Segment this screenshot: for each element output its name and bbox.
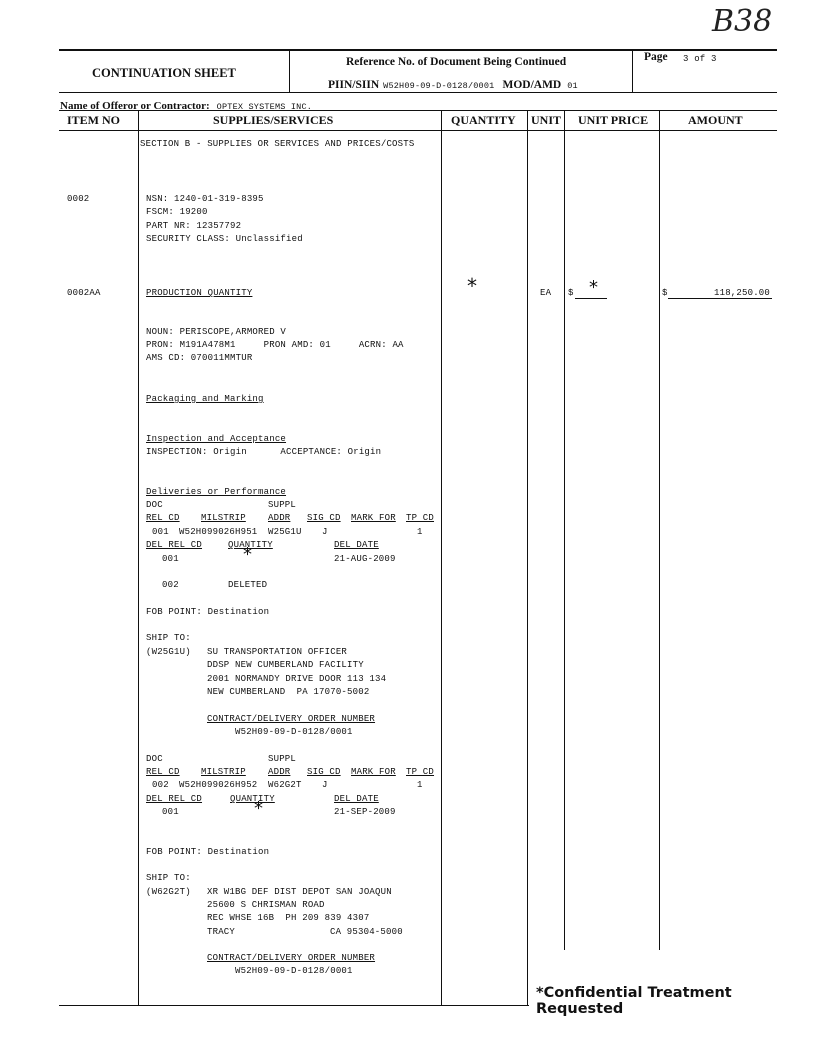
sched2-addr4-city: TRACY bbox=[207, 927, 236, 937]
inspection-heading: Inspection and Acceptance bbox=[146, 434, 287, 444]
sheet-title: CONTINUATION SHEET bbox=[92, 66, 236, 80]
sched2-addr1: XR W1BG DEF DIST DEPOT SAN JOAQUN bbox=[207, 887, 392, 897]
sched1-row-rel: 001 bbox=[152, 527, 169, 537]
sched2-ship-to: SHIP TO: bbox=[146, 873, 191, 883]
col-quantity: QUANTITY bbox=[451, 113, 516, 127]
sched1-quantity: QUANTITY bbox=[228, 540, 273, 550]
sched1-mark-for: MARK FOR bbox=[351, 513, 396, 523]
sched2-contract-no: W52H09-09-D-0128/0001 bbox=[235, 966, 353, 976]
sched1-addr4: NEW CUMBERLAND PA 17070-5002 bbox=[207, 687, 370, 697]
sched2-milstrip: MILSTRIP bbox=[201, 767, 246, 777]
deliveries-heading: Deliveries or Performance bbox=[146, 487, 287, 497]
piin-label: PIIN/SIIN bbox=[328, 79, 380, 91]
inspection-line: INSPECTION: Origin ACCEPTANCE: Origin bbox=[146, 447, 382, 457]
item-0002-part: PART NR: 12357792 bbox=[146, 221, 242, 231]
sched2-addr: ADDR bbox=[268, 767, 291, 777]
sched1-rel-cd: REL CD bbox=[146, 513, 180, 523]
col-rule-2 bbox=[441, 110, 442, 1005]
packaging-heading: Packaging and Marking bbox=[146, 394, 264, 404]
sched1-suppl: SUPPL bbox=[268, 500, 297, 510]
sched2-doc: DOC bbox=[146, 754, 163, 764]
piin-value: W52H09-09-D-0128/0001 bbox=[383, 81, 495, 91]
sched2-suppl: SUPPL bbox=[268, 754, 297, 764]
sched2-date: 21-SEP-2009 bbox=[334, 807, 396, 817]
col-rule-4 bbox=[564, 110, 565, 950]
unit-price-prefix: $ bbox=[568, 288, 574, 298]
pron-line: PRON: M191A478M1 PRON AMD: 01 ACRN: AA bbox=[146, 340, 404, 350]
sched1-qty-redaction-mark: * bbox=[243, 544, 252, 565]
sched2-ship-code: (W62G2T) bbox=[146, 887, 191, 897]
reference-label: Reference No. of Document Being Continued bbox=[346, 56, 567, 68]
column-header-top bbox=[59, 110, 777, 111]
modamd-value: 01 bbox=[567, 81, 578, 91]
sched2-fob: FOB POINT: Destination bbox=[146, 847, 270, 857]
sched1-row-addr: W25G1U bbox=[268, 527, 302, 537]
col-amount: AMOUNT bbox=[688, 113, 743, 127]
ams-line: AMS CD: 070011MMTUR bbox=[146, 353, 253, 363]
sched2-rel-cd: REL CD bbox=[146, 767, 180, 777]
sched2-tp-cd: TP CD bbox=[406, 767, 435, 777]
sched2-qty-redaction-mark: * bbox=[254, 798, 263, 819]
sched1-contract-label: CONTRACT/DELIVERY ORDER NUMBER bbox=[207, 714, 376, 724]
sched2-del-rel: 001 bbox=[162, 807, 179, 817]
item-0002aa-unit: EA bbox=[540, 288, 552, 298]
sched2-contract-label: CONTRACT/DELIVERY ORDER NUMBER bbox=[207, 953, 376, 963]
sched1-fob: FOB POINT: Destination bbox=[146, 607, 270, 617]
quantity-redaction-mark: * bbox=[467, 274, 477, 298]
col-item-no: ITEM NO bbox=[67, 113, 121, 127]
page-value: 3 of 3 bbox=[683, 54, 717, 64]
col-rule-5 bbox=[659, 110, 660, 950]
piin-line bbox=[328, 75, 578, 93]
sched2-row-tp: 1 bbox=[417, 780, 423, 790]
page-label: Page bbox=[644, 51, 668, 63]
amount-prefix: $ bbox=[662, 288, 668, 298]
sched2-row-rel: 002 bbox=[152, 780, 169, 790]
item-0002aa-amount: 118,250.00 bbox=[714, 288, 771, 298]
unit-price-underline bbox=[575, 298, 607, 299]
item-0002-fscm: FSCM: 19200 bbox=[146, 207, 208, 217]
sched1-milstrip: MILSTRIP bbox=[201, 513, 246, 523]
header-top-rule bbox=[59, 49, 777, 51]
sched1-date: 21-AUG-2009 bbox=[334, 554, 396, 564]
sched1-tp-cd: TP CD bbox=[406, 513, 435, 523]
noun-line: NOUN: PERISCOPE,ARMORED V bbox=[146, 327, 287, 337]
sched1-contract-no: W52H09-09-D-0128/0001 bbox=[235, 727, 353, 737]
offeror-label: Name of Offeror or Contractor: bbox=[60, 100, 210, 112]
col-unit: UNIT bbox=[531, 113, 562, 127]
sched1-sig-cd: SIG CD bbox=[307, 513, 341, 523]
sched1-addr1: SU TRANSPORTATION OFFICER bbox=[207, 647, 348, 657]
sched1-addr3: 2001 NORMANDY DRIVE DOOR 113 134 bbox=[207, 674, 387, 684]
sched2-row-sig: J bbox=[322, 780, 328, 790]
col-supplies: SUPPLIES/SERVICES bbox=[213, 113, 334, 127]
confidential-notice: *Confidential Treatment Requested bbox=[536, 985, 732, 1017]
sched1-addr: ADDR bbox=[268, 513, 291, 523]
col-unit-price: UNIT PRICE bbox=[578, 113, 649, 127]
sched2-addr3: REC WHSE 16B PH 209 839 4307 bbox=[207, 913, 370, 923]
sched1-row-tp: 1 bbox=[417, 527, 423, 537]
amount-underline bbox=[668, 298, 772, 299]
sched1-row2-rel: 002 bbox=[162, 580, 179, 590]
sched2-addr4-state: CA 95304-5000 bbox=[330, 927, 403, 937]
sched1-ship-code: (W25G1U) bbox=[146, 647, 191, 657]
sched2-mark-for: MARK FOR bbox=[351, 767, 396, 777]
item-0002-security: SECURITY CLASS: Unclassified bbox=[146, 234, 303, 244]
section-b-title: SECTION B - SUPPLIES OR SERVICES AND PRICES/COSTS bbox=[140, 139, 415, 149]
sched1-del-rel: 001 bbox=[162, 554, 179, 564]
header-divider-1 bbox=[289, 49, 290, 92]
sched1-del-rel-cd: DEL REL CD bbox=[146, 540, 203, 550]
offeror-line bbox=[60, 96, 312, 114]
sched2-row-milstrip: W52H099026H952 bbox=[179, 780, 258, 790]
sched2-del-rel-cd: DEL REL CD bbox=[146, 794, 203, 804]
sched2-addr2: 25600 S CHRISMAN ROAD bbox=[207, 900, 325, 910]
sched2-quantity: QUANTITY bbox=[230, 794, 275, 804]
item-0002-nsn: NSN: 1240-01-319-8395 bbox=[146, 194, 264, 204]
unit-price-redaction-mark: * bbox=[589, 277, 598, 298]
sched1-row-milstrip: W52H099026H951 bbox=[179, 527, 258, 537]
sched1-row-sig: J bbox=[322, 527, 328, 537]
modamd-label: MOD/AMD bbox=[502, 79, 562, 91]
table-bottom-rule bbox=[59, 1005, 529, 1006]
sched1-doc: DOC bbox=[146, 500, 163, 510]
sched2-row-addr: W62G2T bbox=[268, 780, 302, 790]
offeror-value: OPTEX SYSTEMS INC. bbox=[216, 102, 313, 112]
page-stamp: B38 bbox=[712, 4, 773, 39]
item-0002aa-desc: PRODUCTION QUANTITY bbox=[146, 288, 253, 298]
sched2-sig-cd: SIG CD bbox=[307, 767, 341, 777]
sched2-del-date: DEL DATE bbox=[334, 794, 379, 804]
header-divider-2 bbox=[632, 49, 633, 92]
sched1-del-date: DEL DATE bbox=[334, 540, 379, 550]
item-0002aa-no: 0002AA bbox=[67, 288, 101, 298]
col-rule-3 bbox=[527, 110, 528, 1005]
column-header-bottom bbox=[59, 130, 777, 131]
sched1-addr2: DDSP NEW CUMBERLAND FACILITY bbox=[207, 660, 364, 670]
col-rule-1 bbox=[138, 110, 139, 1005]
item-0002-no: 0002 bbox=[67, 194, 90, 204]
sched1-row2-status: DELETED bbox=[228, 580, 268, 590]
sched1-ship-to: SHIP TO: bbox=[146, 633, 191, 643]
